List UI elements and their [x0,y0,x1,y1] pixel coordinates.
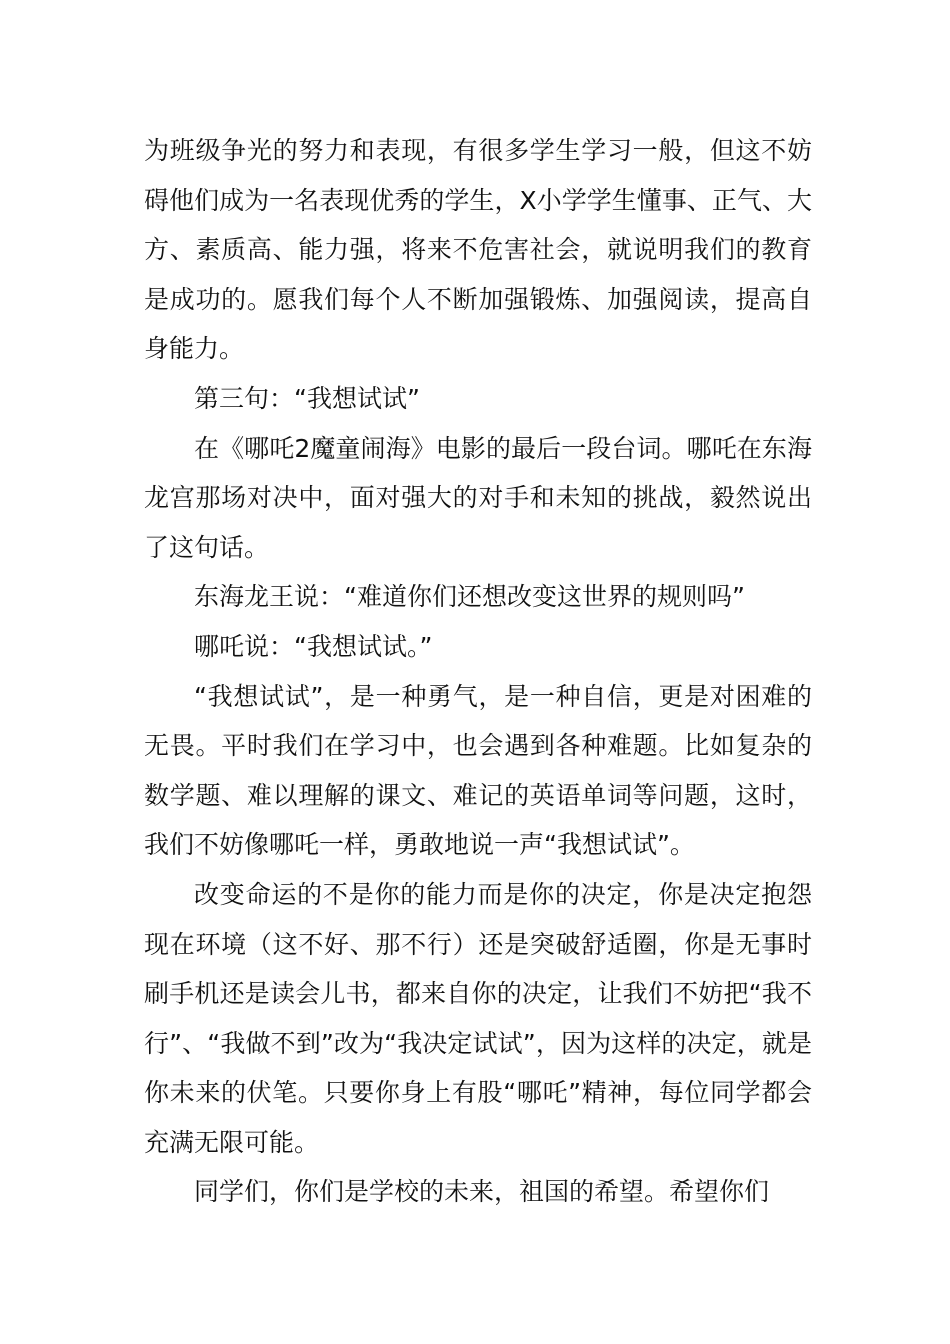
paragraph-4-quote: 东海龙王说：“难道你们还想改变这世界的规则吗” [194,582,745,612]
paragraph-2-heading: 第三句：“我想试试” [194,383,420,413]
paragraph-3: 在《哪吒2魔童闹海》电影的最后一段台词。哪吒在东海龙宫那场对决中，面对强大的对手和未知的挑战，毅然说出了这句话。 [144,433,812,562]
paragraph-8: 同学们，你们是学校的未来，祖国的希望。希望你们 [194,1177,770,1207]
body-text [144,126,812,1217]
paragraph-1: 为班级争光的努力和表现，有很多学生学习一般，但这不妨碍他们成为一名表现优秀的学生，X小学学生懂事、正气、大方、素质高、能力强，将来不危害社会，就说明我们的教育是成功的。愿我们每个人不断加强锻炼、加强阅读，提高自身能力。 [144,136,812,364]
paragraph-6: “我想试试”，是一种勇气，是一种自信，更是对困难的无畏。平时我们在学习中，也会遇到各种难题。比如复杂的数学题、难以理解的课文、难记的英语单词等问题，这时，我们不妨像哪吒一样，勇敢地说一声“我想试试”。 [144,681,812,860]
paragraph-7: 改变命运的不是你的能力而是你的决定，你是决定抱怨现在环境（这不好、那不行）还是突破舒适圈，你是无事时刷手机还是读会儿书，都来自你的决定，让我们不妨把“我不行”、“我做不到”改为“我决定试试”，因为这样的决定，就是你未来的伏笔。只要你身上有股“哪吒”精神，每位同学都会充满无限可能。 [144,879,812,1157]
paragraph-5-quote: 哪吒说：“我想试试。” [194,631,433,661]
